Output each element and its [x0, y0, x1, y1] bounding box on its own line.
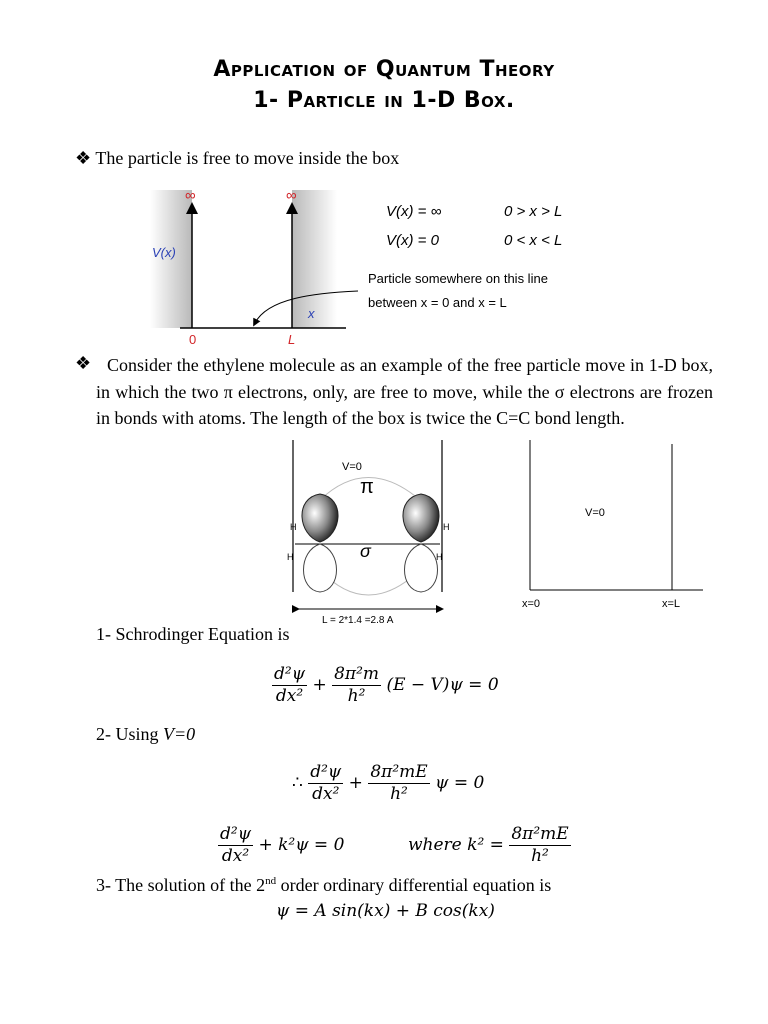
note-line-1: Particle somewhere on this line	[368, 271, 548, 286]
schrodinger-equation	[272, 664, 499, 707]
eq1-tail: (E − V)ψ = 0	[386, 675, 499, 695]
step-3-text	[96, 875, 551, 896]
k-definition-equation	[218, 824, 344, 867]
pi-label: π	[360, 476, 374, 498]
step-3-pre: 3- The solution of the 2	[96, 875, 266, 895]
x0-label: x=0	[522, 598, 541, 610]
h-label-4: H	[436, 552, 443, 562]
bullet-text: The particle is free to move inside the box	[95, 148, 400, 168]
step-3-superscript: nd	[265, 875, 277, 887]
ethylene-orbital-diagram	[280, 440, 460, 630]
step-2-text	[96, 724, 195, 745]
simplified-equation	[292, 762, 484, 805]
therefore-symbol: ∴	[292, 773, 303, 793]
left-p-lobe-top	[302, 494, 338, 542]
eq3-where: where k² =	[408, 835, 504, 855]
step-1-text: 1- Schrodinger Equation is	[96, 624, 290, 644]
right-p-lobe-top	[403, 494, 439, 542]
h-label-3: H	[287, 552, 294, 562]
k-squared-definition	[408, 824, 571, 867]
step-2-prefix: 2- Using	[96, 724, 163, 744]
infinity-right-label: ∞	[286, 187, 297, 204]
eq2-numerator: d²ψ	[310, 762, 342, 782]
eq1-numerator: d²ψ	[274, 664, 306, 684]
infinity-left-label: ∞	[185, 187, 196, 204]
y-axis-label: V(x)	[152, 245, 176, 260]
step-2-variable: V=0	[163, 724, 196, 744]
box3-v0-label: V=0	[585, 507, 605, 519]
general-solution-equation: ψ = A sin(kx) + B cos(kx)	[276, 901, 495, 921]
eq2-numerator-2: 8π²mE	[370, 762, 428, 782]
bullet-point-1	[75, 148, 399, 169]
left-p-lobe-bottom	[304, 544, 337, 592]
right-wall-shade	[292, 190, 337, 328]
sigma-label: σ	[360, 541, 371, 561]
eq1-numerator-2: 8π²m	[334, 664, 380, 684]
length-label: L = 2*1.4 =2.8 A	[322, 615, 394, 626]
bullet-diamond-icon: ❖	[75, 148, 92, 168]
ethylene-paragraph: Consider the ethylene molecule as an example of the free particle move in 1-D box, in which the two π electrons, only, are free to move, while the σ electrons are frozen in bonds with atoms. The length of the box is twice the C=C bond length.	[96, 355, 713, 428]
eq1-denominator: dx²	[275, 686, 304, 706]
page-subtitle: 1- Particle in 1-D Box.	[253, 88, 515, 113]
h-label-1: H	[290, 522, 297, 532]
eq3-mid: + k²ψ = 0	[258, 835, 345, 855]
page-title: Application of Quantum Theory	[213, 57, 555, 82]
condition-1-lhs: V(x) = ∞	[386, 203, 442, 220]
condition-1-rhs: 0 > x > L	[504, 203, 563, 220]
box-diagram	[515, 440, 705, 620]
eq1-plus: +	[312, 675, 327, 695]
note-line-2: between x = 0 and x = L	[368, 295, 507, 310]
eq2-tail: ψ = 0	[435, 773, 485, 793]
origin-label: 0	[189, 332, 197, 347]
condition-2-rhs: 0 < x < L	[504, 232, 563, 249]
x-axis-label: x	[308, 306, 315, 321]
h-label-2: H	[443, 522, 450, 532]
eq2-denominator-2: h²	[390, 784, 408, 804]
eq3-numerator-2: 8π²mE	[511, 824, 569, 844]
bullet-diamond-icon-2: ❖	[75, 353, 92, 373]
condition-2-lhs: V(x) = 0	[386, 232, 439, 249]
eq3-numerator: d²ψ	[220, 824, 252, 844]
eq1-denominator-2: h²	[347, 686, 366, 706]
eq2-denominator: dx²	[312, 784, 340, 804]
v0-label: V=0	[342, 461, 362, 473]
eq3-denominator: dx²	[221, 846, 250, 866]
L-label: L	[288, 332, 296, 347]
right-p-lobe-bottom	[405, 544, 438, 592]
xL-label: x=L	[662, 598, 681, 610]
eq3-denominator-2: h²	[531, 846, 549, 866]
step-3-post: order ordinary differential equation is	[276, 875, 552, 895]
eq2-plus: +	[348, 773, 363, 793]
potential-well-diagram	[140, 180, 600, 350]
